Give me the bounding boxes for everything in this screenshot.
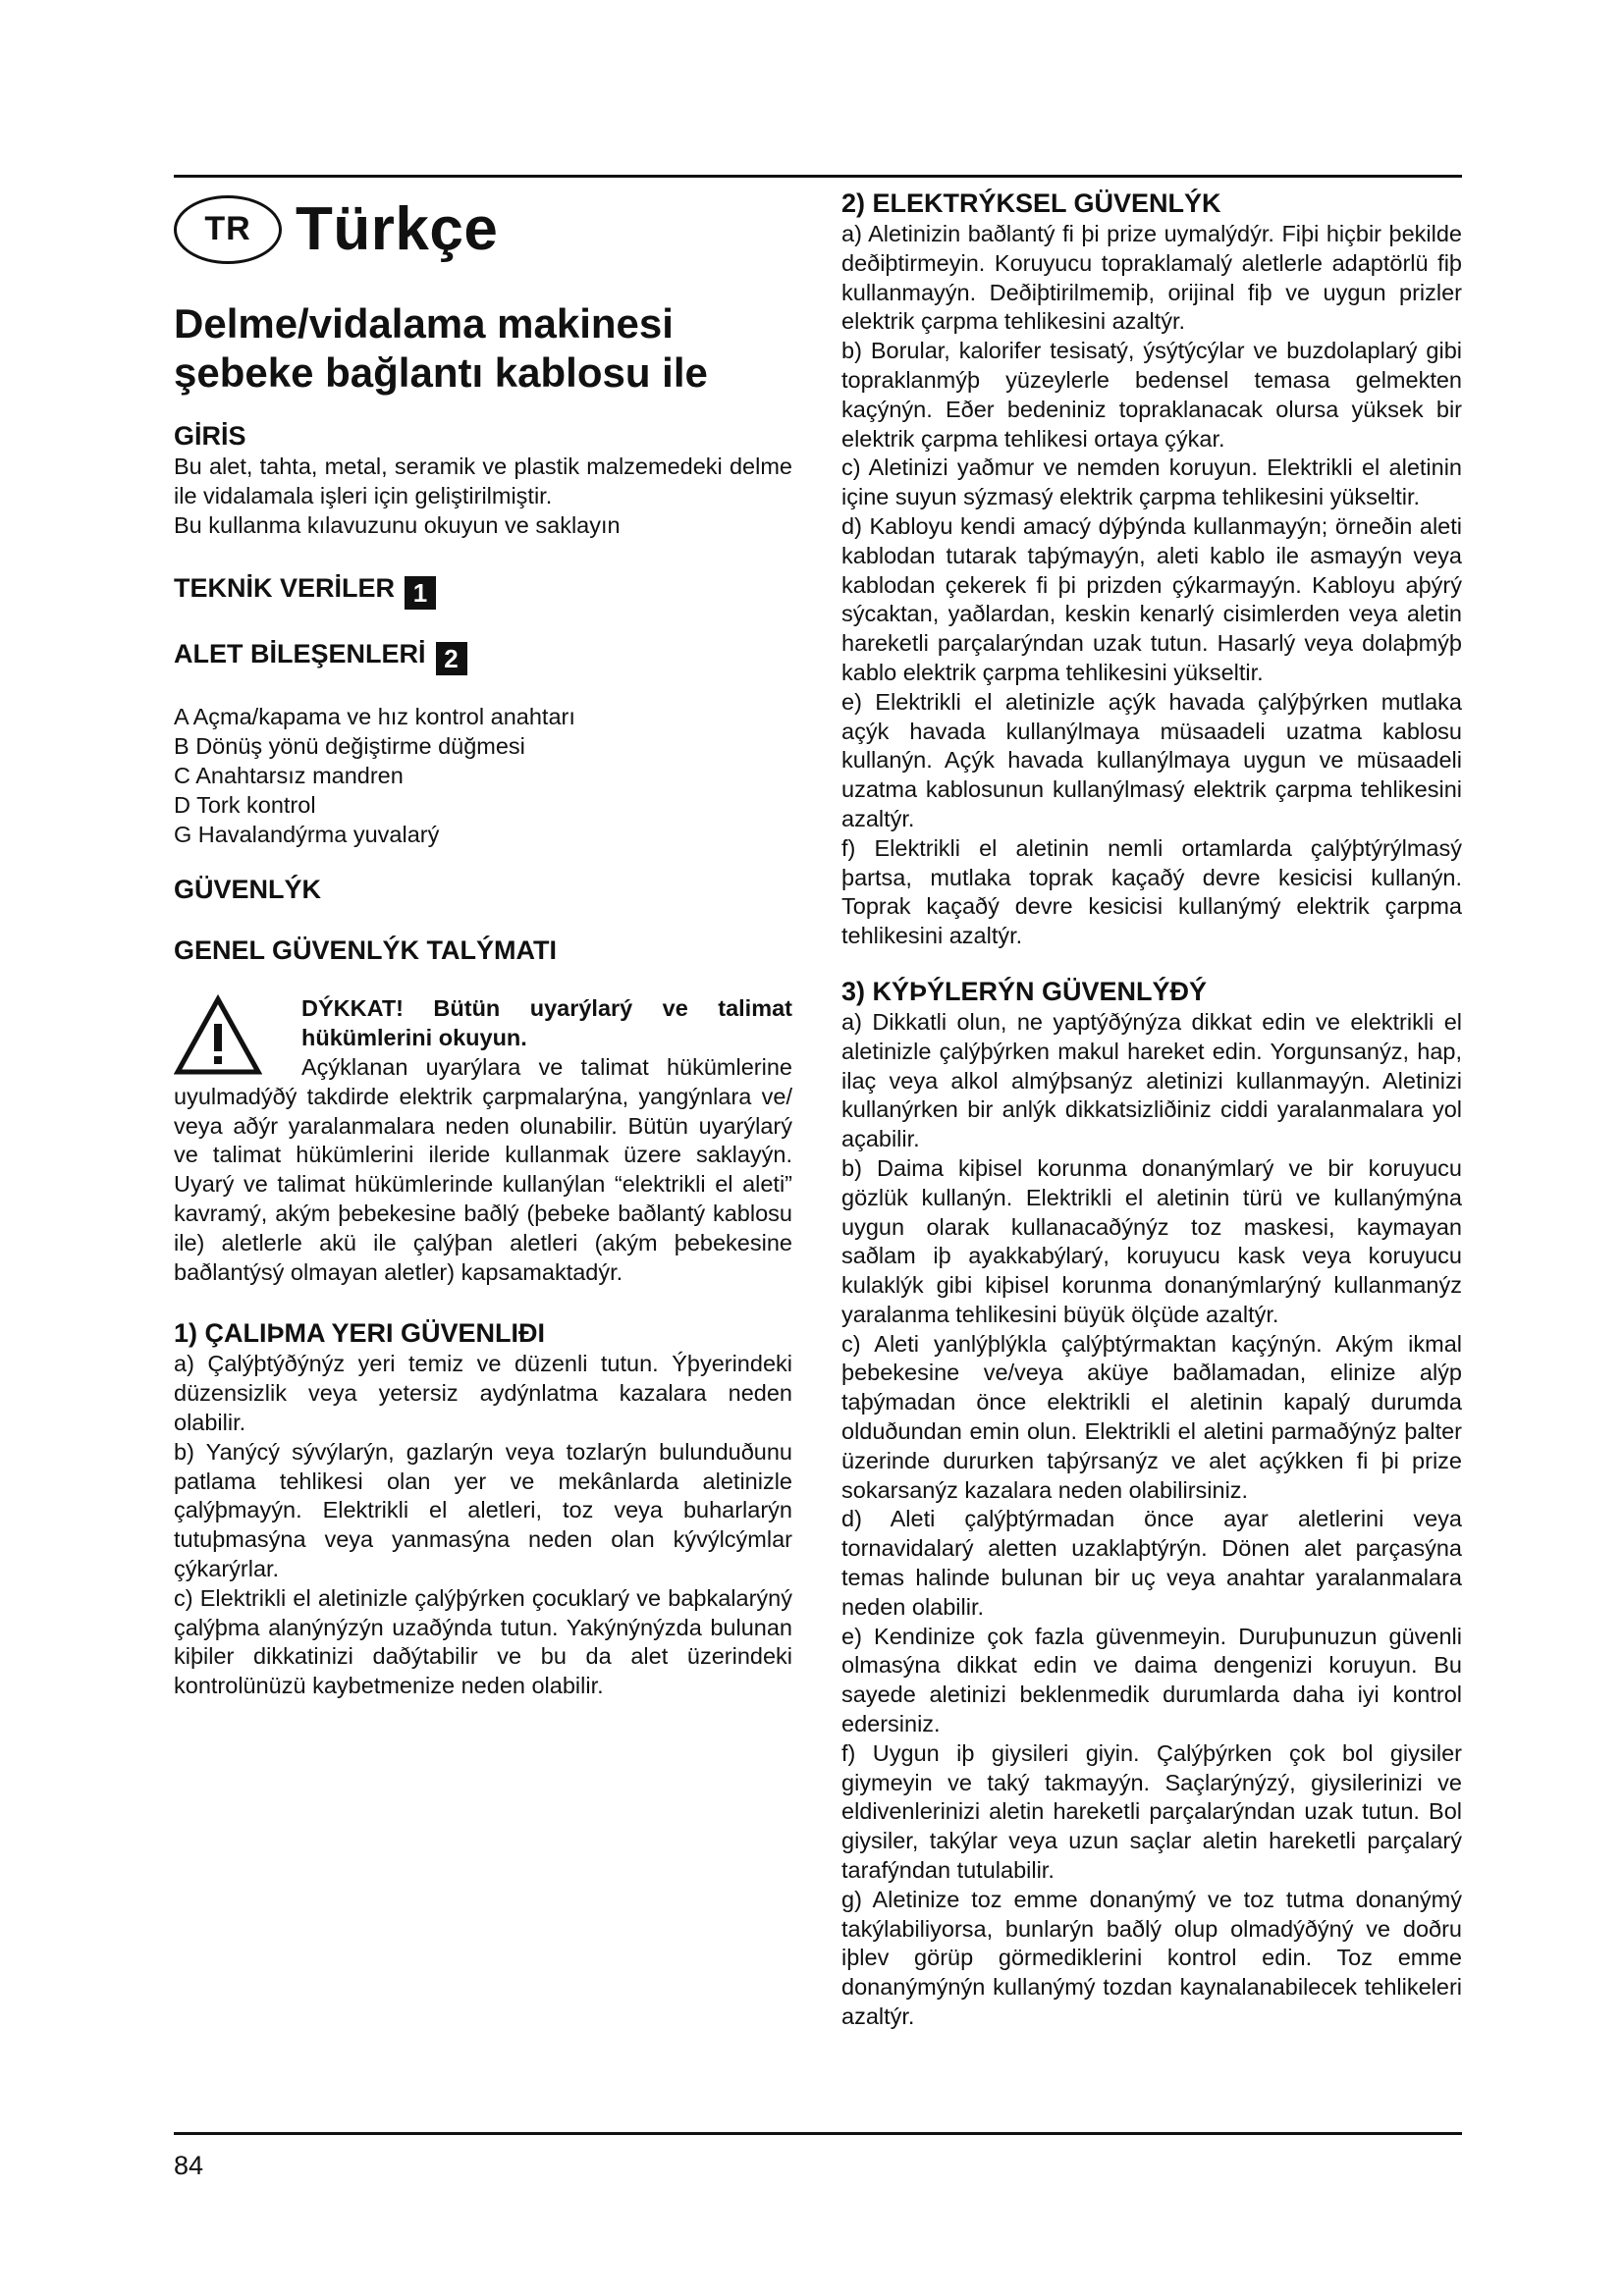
left-column (174, 187, 792, 1701)
section-3-paragraph-d: d) Aleti çalýþtýrmadan önce ayar aletlerini veya tornavidalarý aletten uzaklaþtýrýn. Dönen alet parçasýna temas halinde bulunan bir uç veya anahtar yaralanmalara neden olabilir. (841, 1506, 1462, 1620)
section-3-paragraph-e: e) Kendinize çok fazla güvenmeyin. Duruþunuzun güvenli olmasýna dikkat edin ve daima dengenizi koruyun. Bu sayede aletinizi beklenmedik durumlarda daha iyi kontrol edersiniz. (841, 1623, 1462, 1737)
section-1-heading: 1) ÇALIÞMA YERI GÜVENLIÐI (174, 1318, 546, 1349)
section-1-paragraph-a: a) Çalýþtýðýnýz yeri temiz ve düzenli tutun. Ýþyerindeki düzensizlik veya yetersiz aydýnlatma kazalara neden olabilir. (174, 1351, 792, 1435)
right-column (841, 187, 1462, 2032)
language-name: Türkçe (296, 195, 499, 263)
title-line-2: şebeke bağlantı kablosu ile (174, 349, 708, 396)
section-2-paragraph-e: e) Elektrikli el aletinizle açýk havada çalýþýrken mutlaka açýk havada kullanýlmaya müsaadeli uzatma kablosu kullanýn. Açýk havada kullanýlmaya uygun ve müsaadeli uzatma kablosunun kullanýlmasý elektrik çarpma tehlikesini azaltýr. (841, 688, 1462, 831)
page-number: 84 (174, 2151, 204, 2180)
section-1-paragraph-c: c) Elektrikli el aletinizle çalýþýrken çocuklarý ve baþkalarýný çalýþma alanýnýzýn uzaðýnda tutun. Yakýnýnýzda bulunan kiþiler dikkatinizi daðýtabilir ve bu da alet üzerindeki kontrolünüzü kaybetmenize neden olabilir. (174, 1584, 792, 1699)
section-2-paragraph-c: c) Aletinizi yaðmur ve nemden koruyun. Elektrikli el aletinin içine suyun sýzmasý elektrik çarpma tehlikesini yükseltir. (841, 454, 1462, 510)
teknik-veriler-heading (174, 571, 792, 610)
figure-1-badge: 1 (405, 576, 436, 610)
section-3-paragraph-g: g) Aletinize toz emme donanýmý ve toz tutma donanýmý takýlabiliyorsa, bunlarýn baðlý olup olmadýðýný ve doðru iþlev görüp görmediklerini kontrol edin. Toz emme donanýmýnýn kullanýmý tozdan kaynalanabilecek tehlikeleri azaltýr. (841, 1886, 1462, 2030)
section-3-paragraph-b: b) Daima kiþisel korunma donanýmlarý ve bir koruyucu gözlük kullanýn. Elektrikli el aletinin türü ve kullanýmýna uygun olarak kullanacaðýnýz toz maskesi, kaymayan saðlam iþ ayakkabýlarý, koruyucu kask veya koruyucu kulaklýk gibi kiþisel korunma donanýmlarýný kullanmanýz yaralanma tehlikesini büyük ölçüde azaltýr. (841, 1154, 1462, 1327)
alet-bilesenleri-heading (174, 637, 792, 675)
giris-paragraph-2: Bu kullanma kılavuzunu okuyun ve saklayın (174, 511, 621, 538)
warning-text: Açýklanan uyarýlara ve talimat hükümlerine uyulmadýðý takdirde elektrik çarpmalarýna, yangýnlara ve/ veya aðýr yaralanmalara neden olunabilir. Bütün uyarýlarý ve talimat hükümlerini ileride kullanmak üzere saklayýn. Uyarý ve talimat hükümlerinde kullanýlan “elektrikli el aleti” kavramý, akým þebekesine baðlý (þebeke baðlantý kablosu ile) aletlerle akü ile çalýþan aletleri (akým þebekesine baðlantýsý olmayan aletler) kapsamaktadýr. (174, 1053, 792, 1285)
list-item: D Tork kontrol (174, 791, 316, 818)
section-3-heading: 3) KÝÞÝLERÝN GÜVENLÝÐÝ (841, 976, 1208, 1006)
section-2-paragraph-a: a) Aletinizin baðlantý fi þi prize uymalýdýr. Fiþi hiçbir þekilde deðiþtirmeyin. Koruyucu topraklamalý aletlerle adaptörlü fiþ kullanmayýn. Deðiþtirilmemiþ, orijinal fiþ ve uygun prizler elektrik çarpma tehlikesini azaltýr. (841, 221, 1462, 335)
component-list (174, 703, 792, 849)
section-2-paragraph-f: f) Elektrikli el aletinin nemli ortamlarda çalýþtýrýlmasý þartsa, mutlaka toprak kaçaðý devre kesicisi kullanýn. Toprak kaçaðý devre kesicisi kullanýmý elektrik çarpma tehlikesini azaltýr. (841, 834, 1462, 949)
title-line-1: Delme/vidalama makinesi (174, 300, 674, 347)
list-item: G Havalandýrma yuvalarý (174, 821, 440, 847)
section-3-paragraph-f: f) Uygun iþ giysileri giyin. Çalýþýrken çok bol giysiler giymeyin ve taký takmayýn. Saçlarýnýzý, giysilerinizi ve eldivenlerinizi aletin hareketli parçalarýndan uzak tutun. Bol giysiler, takýlar veya uzun saçlar aletin hareketli parçalarý tarafýndan tutulabilir. (841, 1739, 1462, 1884)
warning-block (174, 994, 792, 1287)
section-1-paragraph-b: b) Yanýcý sývýlarýn, gazlarýn veya tozlarýn bulunduðunu patlama tehlikesi olan yer ve mekânlarda aletinizle çalýþmayýn. Elektrikli el aletleri, toz veya buharlarýn tutuþmasýna veya yanmasýna neden olan kývýlcýmlar çýkarýrlar. (174, 1438, 792, 1581)
section-2-paragraph-d: d) Kabloyu kendi amacý dýþýnda kullanmayýn; örneðin aleti kablodan tutarak taþýmayýn, aleti kablo ile asmayýn veya kablodan çekerek fi þi prizden çýkarmayýn. Kabloyu aþýrý sýcaktan, yaðlardan, keskin kenarlý cisimlerden veya aletin hareketli parçalarýndan uzak tutun. Hasarlý veya dolaþmýþ kablo elektrik çarpma tehlikesini yükseltir. (841, 512, 1462, 685)
top-rule (174, 175, 1462, 178)
teknik-veriler-label: TEKNİK VERİLER (174, 573, 396, 604)
guvenlik-heading: GÜVENLÝK (174, 875, 322, 905)
language-header (174, 194, 792, 264)
section-2-heading: 2) ELEKTRÝKSEL GÜVENLÝK (841, 188, 1221, 218)
warning-bold-text: DÝKKAT! Bütün uyarýlarý ve talimat hükümlerini okuyun. (301, 995, 792, 1051)
section-3-paragraph-a: a) Dikkatli olun, ne yaptýðýnýza dikkat edin ve elektrikli el aletinizle çalýþýrken makul hareket edin. Yorgunsanýz, hap, ilaç veya alkol almýþsanýz aletinizi kullanmayýn. Aletinizi kullanýrken bir anlýk dikkatsizliðiniz ciddi yaralanmalara yol açabilir. (841, 1008, 1462, 1152)
giris-paragraph-1: Bu alet, tahta, metal, seramik ve plastik malzemedeki delme ile vidalamala işleri için geliştirilmiştir. (174, 454, 792, 508)
warning-triangle-icon (174, 994, 262, 1077)
section-2-paragraph-b: b) Borular, kalorifer tesisatý, ýsýtýcýlar ve buzdolaplarý gibi topraklanmýþ yüzeylerle bedensel temasa gelmekten kaçýnýn. Eðer bedeniniz topraklanacak olursa yüksek bir elektrik çarpma tehlikesi ortaya çýkar. (841, 338, 1462, 452)
bottom-rule (174, 2132, 1462, 2135)
list-item: A Açma/kapama ve hız kontrol anahtarı (174, 704, 575, 730)
figure-2-badge: 2 (436, 642, 467, 675)
document-title (174, 299, 792, 398)
language-code-badge: TR (174, 195, 282, 264)
genel-guvenlik-heading: GENEL GÜVENLÝK TALÝMATI (174, 935, 558, 966)
alet-bilesenleri-label: ALET BİLEŞENLERİ (174, 639, 426, 669)
section-3-paragraph-c: c) Aleti yanlýþlýkla çalýþtýrmaktan kaçýnýn. Akým ikmal þebekesine ve/veya aküye baðlamadan, elinize alýp taþýmadan önce elektrikli el aletinin kapalý durumda olduðundan emin olun. Elektrikli el aletini parmaðýnýz þalter üzerinde dururken taþýrsanýz ve alet açýkken fi þi prize sokarsanýz kazalara neden olabilirsiniz. (841, 1330, 1462, 1503)
list-item: C Anahtarsız mandren (174, 762, 404, 788)
list-item: B Dönüş yönü değiştirme düğmesi (174, 733, 525, 760)
giris-heading: GİRİS (174, 421, 246, 451)
